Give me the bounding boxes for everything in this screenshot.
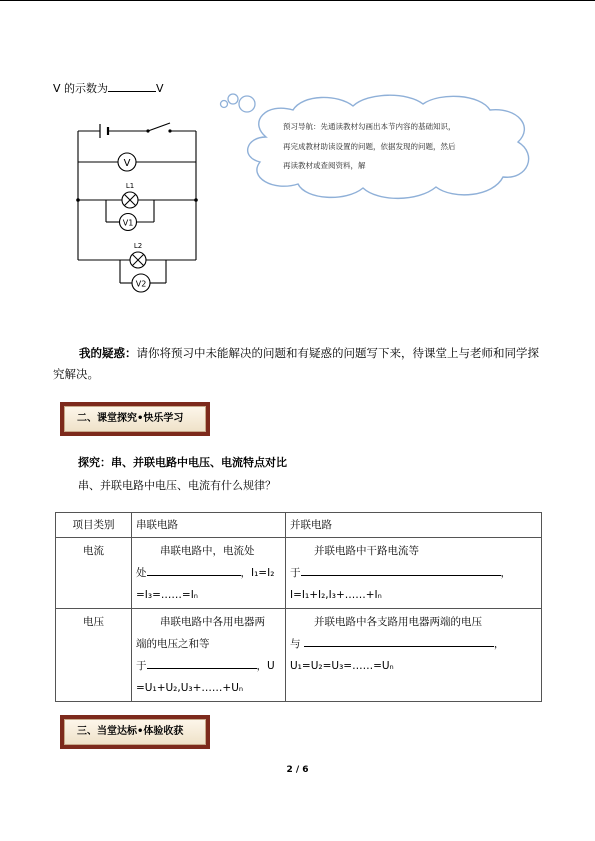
answer-blank[interactable] — [108, 81, 156, 92]
parallel-voltage-suffix: ， — [493, 638, 505, 650]
series-voltage-line3 — [136, 655, 281, 677]
parallel-current-blank[interactable] — [301, 563, 501, 576]
cell-series-voltage — [132, 609, 286, 702]
row-label-voltage: 电压 — [56, 609, 132, 702]
section-title-3: 三、当堂达标•体验收获 — [64, 719, 206, 745]
parallel-current-suffix: ， — [500, 567, 511, 579]
voltmeter-v-label: V — [123, 158, 131, 169]
doubt-text: 请你将预习中未能解决的问题和有疑惑的问题写下来，待课堂上与老师和同学探究解决。 — [53, 346, 539, 381]
parallel-voltage-line1: 并联电路中各支路用电器两端的电压 — [314, 616, 482, 628]
parallel-voltage-prefix: 与 — [290, 638, 301, 650]
series-current-line1: 串联电路中，电流处 — [160, 545, 255, 557]
explore-title: 探究：串、并联电路中电压、电流特点对比 — [78, 456, 287, 469]
series-voltage-suffix: ，U — [256, 660, 275, 672]
parallel-current-prefix: 于 — [290, 567, 301, 579]
series-voltage-blank[interactable] — [147, 656, 257, 669]
doubt-paragraph — [53, 343, 543, 385]
question-suffix: V — [156, 82, 164, 95]
table-header-row — [56, 513, 542, 538]
lamp-l1-label: L1 — [125, 182, 135, 190]
page-number: 2 / 6 — [286, 765, 309, 775]
series-voltage-line2: 端的电压之和等 — [136, 638, 210, 650]
header-parallel: 并联电路 — [286, 513, 542, 538]
voltmeter-question — [53, 80, 164, 96]
series-voltage-prefix: 于 — [136, 660, 147, 672]
series-current-line2 — [136, 562, 281, 584]
series-voltage-line1: 串联电路中各用电器两 — [160, 616, 265, 628]
voltmeter-v2-label: V2 — [135, 279, 147, 289]
series-current-blank[interactable] — [147, 563, 241, 576]
series-current-prefix: 处 — [136, 567, 147, 579]
voltmeter-v1-label: V1 — [122, 218, 134, 228]
section-banner-3 — [60, 715, 210, 749]
parallel-current-line2 — [290, 562, 537, 584]
table-row-voltage — [56, 609, 542, 702]
doubt-label: 我的疑惑： — [79, 346, 137, 360]
cell-parallel-voltage — [286, 609, 542, 702]
row-label-current: 电流 — [56, 538, 132, 609]
series-voltage-line4: =U₁+U₂,U₃+……+Uₙ — [136, 682, 244, 694]
series-current-formula: ，I₁=I₂ — [240, 567, 275, 579]
question-prefix: V 的示数为 — [53, 82, 109, 95]
parallel-current-line1: 并联电路中干路电流等 — [314, 545, 419, 557]
parallel-voltage-blank[interactable] — [304, 634, 494, 647]
top-rule — [0, 0, 595, 1]
comparison-table — [55, 512, 542, 702]
cell-parallel-current — [286, 538, 542, 609]
parallel-voltage-line3: U₁=U₂=U₃=……=Uₙ — [290, 660, 394, 672]
circuit-diagram — [70, 115, 205, 300]
explore-question: 串、并联电路中电压、电流有什么规律？ — [78, 479, 276, 492]
cell-series-current — [132, 538, 286, 609]
lamp-l2-label: L2 — [133, 242, 143, 250]
header-category: 项目类别 — [56, 513, 132, 538]
bubble-text: 预习导航：先通读教材勾画出本节内容的基础知识，再完成教材助读设置的问题，依据发现的问题，然后再读教材或查阅资料，解 — [283, 122, 456, 170]
section-banner-2 — [60, 402, 210, 436]
section-title-2: 二、课堂探究•快乐学习 — [64, 406, 206, 432]
table-row-current — [56, 538, 542, 609]
parallel-voltage-line2 — [290, 633, 537, 655]
series-current-line3: =I₃=……=Iₙ — [136, 589, 198, 601]
header-series: 串联电路 — [132, 513, 286, 538]
parallel-current-line3: I=I₁+I₂,I₃+……+Iₙ — [290, 589, 382, 601]
